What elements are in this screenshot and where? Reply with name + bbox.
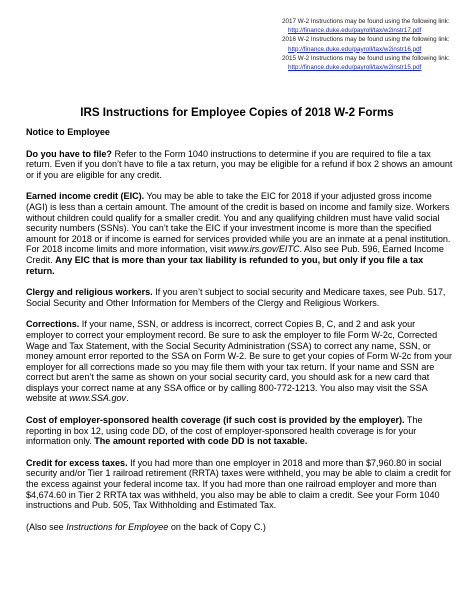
- link-w2-instructions-2017[interactable]: http://finance.duke.edu/payroll/tax/w2instr17.pdf: [288, 27, 422, 35]
- link-label-2016: 2016 W-2 Instructions may be found using the following link:: [282, 36, 450, 44]
- clergy-text: If you aren’t subject to social security and Medicare taxes, see Pub. 517, Social Security and Other Information for Members of the Clergy and Religious Workers.: [26, 287, 446, 308]
- clergy-heading: Clergy and religious workers.: [26, 287, 153, 298]
- health-bold-note: The amount reported with code DD is not taxable.: [94, 436, 308, 447]
- also-prefix: (Also see: [26, 521, 67, 532]
- eic-text-2: . Also see Pub. 596, Earned Income Credit.: [26, 244, 444, 265]
- prior-year-links: [282, 17, 470, 72]
- file-text: Refer to the Form 1040 instructions to determine if you are required to file a tax return. Even if you don’t have to file a tax return, you may be eligible for a refund if box 2 shows an amount or if you are eligible for any credit.: [26, 148, 453, 180]
- section-eic: [26, 191, 454, 276]
- file-heading: Do you have to file?: [26, 148, 112, 159]
- health-heading: Cost of employer-sponsored health coverage (if such cost is provided by the employer).: [26, 415, 405, 426]
- corrections-heading: Corrections.: [26, 319, 80, 330]
- eic-text: You may be able to take the EIC for 2018 if your adjusted gross income (AGI) is less than a certain amount. The amount of the credit is based on income and family size. Workers without children could qualify for a smaller credit. You and any qualifying children must have valid social security numbers (SSNs). You can’t take the EIC if your investment income is more than the specified amount for 2018 or if income is earned for services provided while you are an inmate at a penal institution. For 2018 income limits and more information, visit: [26, 191, 451, 255]
- also-italic: Instructions for Employee: [66, 521, 169, 532]
- link-w2-instructions-2016[interactable]: http://finance.duke.edu/payroll/tax/w2instr16.pdf: [288, 45, 422, 53]
- health-text: The reporting in box 12, using code DD, of the cost of employer-sponsored health coverage is for your information only.: [26, 415, 423, 447]
- eic-bold-note: Any EIC that is more than your tax liability is refunded to you, but only if you file a tax return.: [26, 254, 424, 276]
- eic-link[interactable]: www.irs.gov/EITC: [228, 244, 300, 255]
- page-title: IRS Instructions for Employee Copies of 2018 W-2 Forms: [80, 106, 394, 119]
- section-excess: [26, 458, 454, 511]
- section-file: [26, 149, 454, 181]
- excess-heading: Credit for excess taxes.: [26, 457, 128, 468]
- section-health: [26, 415, 454, 447]
- notice-heading: Notice to Employee: [26, 127, 110, 137]
- section-clergy: [26, 287, 454, 308]
- also-suffix: on the back of Copy C.): [168, 521, 266, 532]
- link-label-2017: 2017 W-2 Instructions may be found using the following link:: [282, 18, 450, 25]
- corrections-text: If your name, SSN, or address is incorrect, correct Copies B, C, and 2 and ask your employer to correct your employment record. Be sure to ask the employer to file Form W-2c, Corrected Wage and Tax Statement, with the Social Security Administration (SSA) to correct any name, SSN, or money amount error reported to the SSA on Form W-2. Be sure to get your copies of Form W-2c from your employer for all corrections made so you may file them with your tax return. If your name and SSN are correct but aren’t the same as shown on your social security card, you should ask for a new card that displays your correct name at any SSA office or by calling 800-772-1213. You also may visit the SSA website at: [26, 319, 453, 404]
- eic-heading: Earned income credit (EIC).: [26, 191, 145, 202]
- section-corrections: [26, 319, 454, 404]
- link-w2-instructions-2015[interactable]: http://finance.duke.edu/payroll/tax/w2instr15.pdf: [288, 64, 422, 72]
- section-also-see: [26, 522, 454, 533]
- link-label-2015: 2015 W-2 Instructions may be found using the following link:: [282, 54, 450, 62]
- excess-text: If you had more than one employer in 2018 and more than $7,960.80 in social security and/or Tier 1 railroad retirement (RRTA) taxes were withheld, you may be able to claim a credit for the excess against your federal income tax. If you had more than one railroad employer and more than $4,674.60 in Tier 2 RRTA tax was withheld, you also may be able to claim a credit. See your Form 1040 instructions and Pub. 505, Tax Withholding and Estimated Tax.: [26, 457, 452, 511]
- ssa-link[interactable]: www.SSA.gov: [69, 393, 127, 404]
- corrections-end: .: [126, 393, 129, 404]
- document-body: [26, 127, 454, 543]
